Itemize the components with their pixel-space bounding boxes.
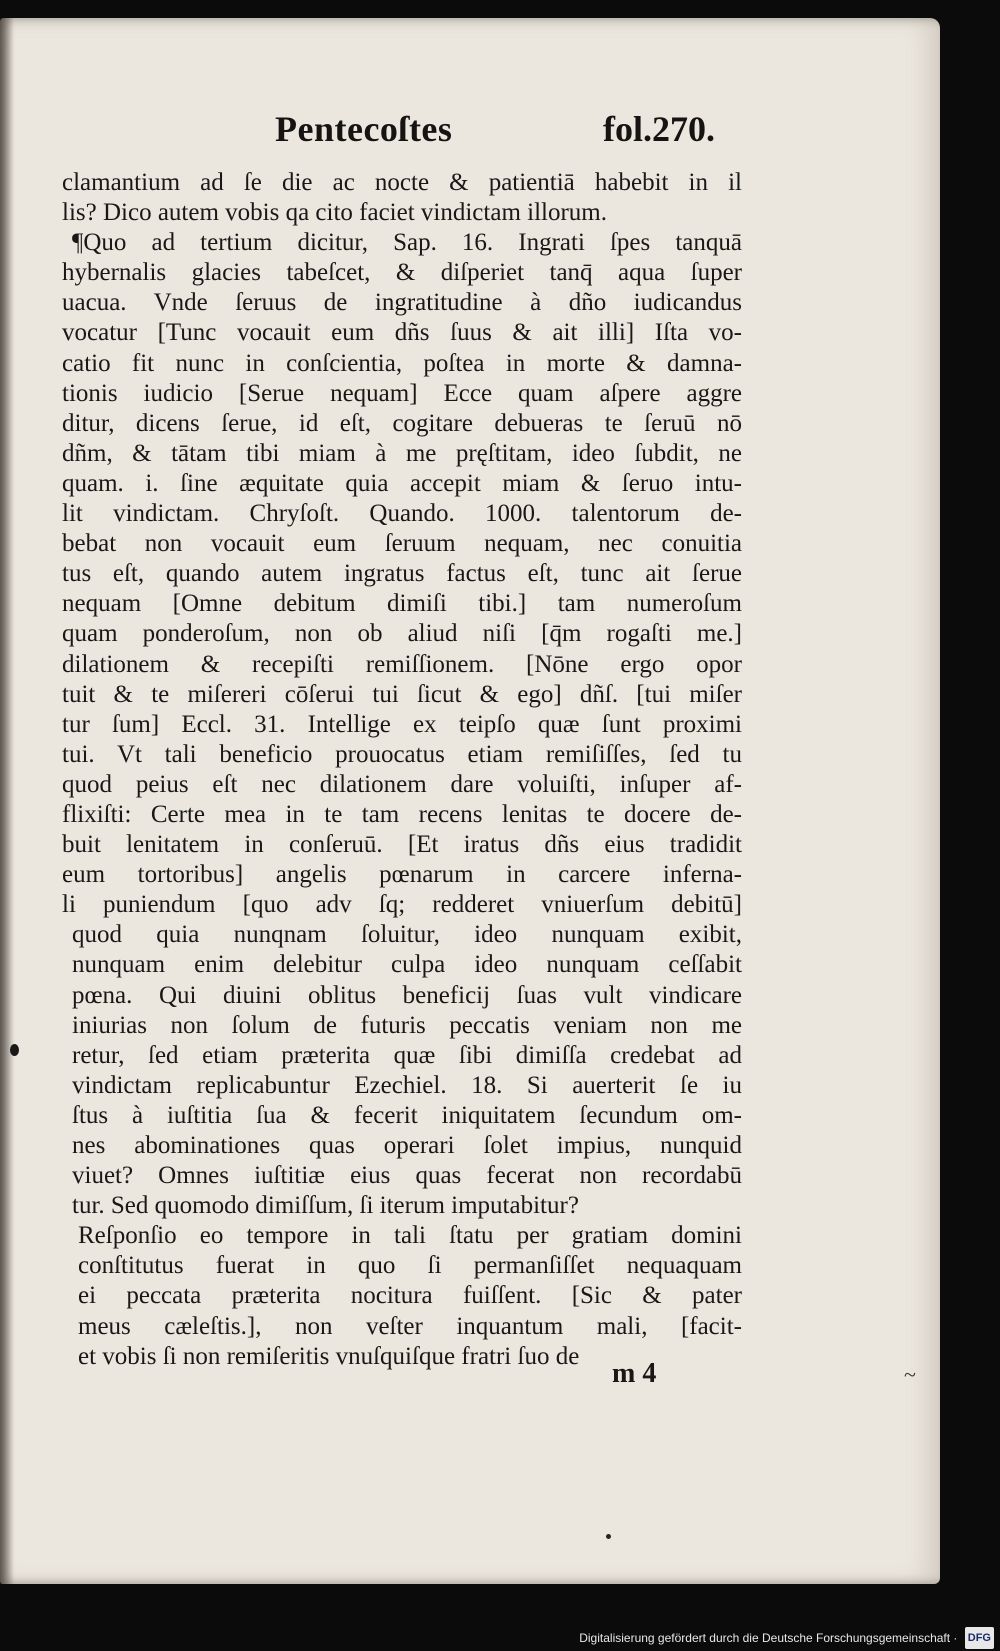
text-line: hybernalis glacies tabeſcet, & diſperiet tanq̄ aqua ſuper <box>62 259 742 287</box>
text-line: vindictam replicabuntur Ezechiel. 18. Si auerterit ſe iu <box>72 1071 742 1099</box>
text-line: uacua. Vnde ſeruus de ingratitudine à dño iudicandus <box>62 289 742 317</box>
text-line: tur ſum] Eccl. 31. Intellige ex teipſo quæ ſunt proximi <box>62 710 742 738</box>
text-line: dñm, & tātam tibi miam à me pręſtitam, ideo ſubdit, ne <box>62 439 742 467</box>
book-page <box>0 18 940 1584</box>
text-line: eum tortoribus] angelis pœnarum in carcere inferna- <box>62 861 742 889</box>
text-line: lit vindictam. Chryſoſt. Quando. 1000. talentorum de- <box>62 500 742 528</box>
text-line: nes abominationes quas operari ſolet impius, nunquid <box>72 1132 742 1159</box>
margin-ink-dot <box>10 1044 19 1056</box>
text-line: clamantium ad ſe die ac nocte & patientiā habebit in il <box>62 169 742 196</box>
folio-number: fol.270. <box>603 109 715 149</box>
text-line: catio fit nunc in conſcientia, poſtea in morte & damna- <box>62 349 742 377</box>
dfg-logo: DFG <box>965 1627 994 1649</box>
text-line: meus cæleſtis.], non veſter inquantum mali, [facit- <box>78 1312 742 1340</box>
text-line: dilationem & recepiſti remiſſionem. [Nōne ergo opor <box>62 650 742 678</box>
text-line: tur. Sed quomodo dimiſſum, ſi iterum imputabitur? <box>72 1192 579 1220</box>
text-line: lis? Dico autem vobis qa cito faciet vindictam illorum. <box>62 199 607 227</box>
text-line: quam. i. ſine æquitate quia accepit miam & ſeruo intu- <box>62 469 742 497</box>
running-head <box>275 108 715 156</box>
text-line: tui. Vt tali beneficio prouocatus etiam remiſiſſes, ſed tu <box>62 740 742 768</box>
text-line: Reſponſio eo tempore in tali ſtatu per gratiam domini <box>78 1222 742 1250</box>
text-line: bebat non vocauit eum ſeruum nequam, nec conuitia <box>62 530 742 558</box>
text-line: ditur, dicens ſerue, id eſt, cogitare debueras te ſeruū nō <box>62 409 742 437</box>
text-line: iniurias non ſolum de futuris peccatis veniam non me <box>72 1011 742 1039</box>
text-line: nequam [Omne debitum dimiſi tibi.] tam numeroſum <box>62 590 742 618</box>
digitization-footer <box>0 1627 1000 1647</box>
text-line: ei peccata præterita nocitura fuiſſent. [Sic & pater <box>78 1282 742 1310</box>
text-line: tuit & te miſereri cōſerui tui ſicut & ego] dñſ. [tui miſer <box>62 680 742 708</box>
text-line: vocatur [Tunc vocauit eum dñs ſuus & ait illi] Iſta vo- <box>62 319 742 347</box>
text-line: tionis iudicio [Serue nequam] Ecce quam aſpere aggre <box>62 379 742 407</box>
text-line: nunquam enim delebitur culpa ideo nunquam ceſſabit <box>72 951 742 979</box>
text-line: tus eſt, quando autem ingratus factus eſt, tunc ait ſerue <box>62 560 742 588</box>
text-line: viuet? Omnes iuſtitiæ eius quas fecerat non recordabū <box>72 1162 742 1190</box>
text-line: conſtitutus fuerat in quo ſi permanſiſſet nequaquam <box>78 1252 742 1280</box>
text-line: quod quia nunqnam ſoluitur, ideo nunquam exibit, <box>72 921 742 949</box>
text-line: retur, ſed etiam præterita quæ ſibi dimiſſa credebat ad <box>72 1041 742 1069</box>
text-line: buit lenitatem in conſeruū. [Et iratus dñs eius tradidit <box>62 831 742 859</box>
text-line: ¶Quo ad tertium dicitur, Sap. 16. Ingrati ſpes tanquā <box>72 229 742 257</box>
text-line: quam ponderoſum, non ob aliud niſi [q̄m rogaſti me.] <box>62 620 742 648</box>
text-line: li puniendum [quo adv ſq; redderet vniuerſum debitū] <box>62 891 742 919</box>
text-line: et vobis ſi non remiſeritis vnuſquiſque fratri ſuo de <box>78 1342 580 1370</box>
margin-tilde-mark: ~ <box>904 1362 916 1387</box>
text-line: pœna. Qui diuini oblitus beneficij ſuas vult vindicare <box>72 981 742 1009</box>
page-ink-dot <box>606 1534 611 1539</box>
gutter-shadow <box>0 18 14 1584</box>
text-line: ſtus à iuſtitia ſua & fecerit iniquitatem ſecundum om- <box>72 1101 742 1129</box>
footer-credit: Digitalisierung gefördert durch die Deutsche Forschungsgemeinschaft · <box>579 1631 958 1645</box>
text-line: flixiſti: Certe mea in te tam recens lenitas te docere de- <box>62 800 742 828</box>
text-line: quod peius eſt nec dilationem dare voluiſti, inſuper af- <box>62 770 742 798</box>
signature-mark: m 4 <box>612 1358 657 1389</box>
running-head-title: Pentecoſtes <box>275 109 453 149</box>
body-text <box>62 168 742 1372</box>
